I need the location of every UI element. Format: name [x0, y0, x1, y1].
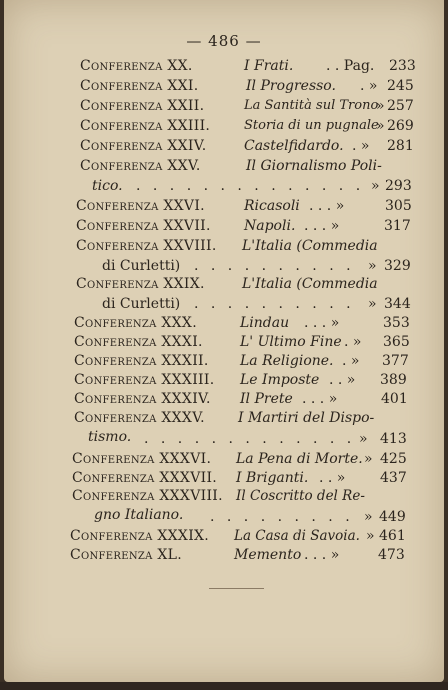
toc-entry-title: I Martiri del Dispo-	[238, 410, 375, 426]
toc-entry-page: 269	[387, 118, 414, 134]
dot-leader: . . . . . . . . .	[210, 509, 354, 525]
toc-entry-title: Castelfidardo.	[244, 138, 344, 154]
toc-entry-page: 449	[379, 509, 406, 525]
toc-entry-conference: Conferenza XXI.	[80, 78, 199, 94]
toc-entry-conference: Conferenza XXVIII.	[76, 238, 217, 254]
toc-entry-leader: . . . »	[309, 198, 345, 214]
toc-entry-title: Il Giornalismo Poli-	[246, 158, 382, 174]
toc-entry-leader: . . . »	[304, 218, 340, 234]
toc-entry-leader: . . . »	[304, 547, 340, 563]
toc-entry-conference: Conferenza XXXII.	[74, 353, 209, 369]
toc-entry-conference: Conferenza XXV.	[80, 158, 201, 174]
toc-entry-title: Il Prete	[240, 391, 293, 407]
closing-rule	[209, 588, 264, 589]
toc-entry-leader: . . »	[319, 470, 346, 486]
toc-entry-page: 377	[382, 353, 409, 369]
toc-entry-leader: »	[364, 509, 373, 525]
toc-entry-leader: »	[359, 431, 368, 447]
toc-entry-conference: Conferenza XXXIII.	[74, 372, 215, 388]
toc-entry-conference: Conferenza XXVI.	[76, 198, 205, 214]
toc-entry-leader: . »	[352, 138, 370, 154]
toc-entry-page: 473	[378, 547, 405, 563]
toc-entry-leader: . »	[360, 78, 378, 94]
toc-entry-conference: Conferenza XL.	[70, 547, 183, 563]
toc-entry-page: 257	[387, 98, 414, 114]
toc-entry-leader: »	[371, 178, 380, 194]
toc-entry-leader: . »	[342, 353, 360, 369]
toc-entry-page: 344	[384, 296, 411, 312]
toc-entry-conference: Conferenza XXVII.	[76, 218, 211, 234]
toc-entry-title: Napoli.	[244, 218, 296, 234]
toc-entry-page: 461	[379, 528, 406, 544]
dot-leader: . . . . . . . . . . . . . .	[136, 178, 365, 194]
toc-entry-conference: Conferenza XXXIV.	[74, 391, 211, 407]
toc-entry-title: La Casa di Savoia.	[234, 528, 360, 544]
toc-entry-title: La Pena di Morte.	[236, 451, 363, 467]
toc-entry-page: 305	[385, 198, 412, 214]
toc-entry-title: Memento	[234, 547, 302, 563]
toc-entry-conference: Conferenza XXIV.	[80, 138, 207, 154]
toc-entry-page: 281	[387, 138, 414, 154]
toc-entry-title-continued: tismo.	[88, 429, 132, 445]
toc-entry-leader: . . . »	[302, 391, 338, 407]
toc-entry-title: L' Ultimo Fine	[240, 334, 342, 350]
toc-entry-leader: . . . »	[304, 315, 340, 331]
book-page	[4, 0, 444, 682]
toc-entry-title: I Frati.	[244, 58, 294, 74]
toc-entry-title-continued: tico.	[92, 178, 123, 194]
toc-entry-conference: Conferenza XXIX.	[76, 276, 205, 292]
toc-entry-title: I Briganti.	[236, 470, 309, 486]
toc-entry-conference: Conferenza XXXVIII.	[72, 488, 223, 504]
toc-entry-page: 437	[380, 470, 407, 486]
toc-entry-conference: Conferenza XXXI.	[74, 334, 203, 350]
toc-entry-page: 317	[384, 218, 411, 234]
toc-entry-leader: »	[376, 98, 385, 114]
toc-entry-conference: Conferenza XXII.	[80, 98, 205, 114]
toc-entry-title: Storia di un pugnale	[244, 118, 379, 133]
toc-entry-leader: »	[364, 451, 373, 467]
toc-entry-page: 329	[384, 258, 411, 274]
toc-entry-title: L'Italia (Commedia	[242, 238, 378, 254]
dot-leader: . . . . . . . . . .	[194, 258, 355, 274]
toc-entry-title: Lindau	[240, 315, 290, 331]
toc-entry-page: 425	[380, 451, 407, 467]
page-edge	[0, 682, 448, 690]
toc-entry-conference: Conferenza XXXV.	[74, 410, 205, 426]
toc-entry-title: Il Progresso.	[246, 78, 336, 94]
toc-entry-title-continued: di Curletti)	[102, 296, 181, 312]
toc-entry-conference: Conferenza XXXVI.	[72, 451, 212, 467]
toc-entry-leader: . . »	[329, 372, 356, 388]
toc-entry-leader: . »	[344, 334, 362, 350]
toc-entry-conference: Conferenza XXXIX.	[70, 528, 210, 544]
toc-entry-page: 389	[380, 372, 407, 388]
toc-entry-page: 413	[380, 431, 407, 447]
toc-entry-page: 353	[383, 315, 410, 331]
toc-entry-leader: »	[376, 118, 385, 134]
toc-entry-title-continued: gno Italiano.	[94, 507, 184, 523]
toc-entry-leader: »	[366, 528, 375, 544]
toc-entry-leader: . . Pag.	[326, 58, 375, 74]
toc-entry-conference: Conferenza XXX.	[74, 315, 197, 331]
toc-entry-title: Ricasoli	[244, 198, 300, 214]
toc-entry-title: Il Coscritto del Re-	[236, 488, 365, 504]
toc-entry-conference: Conferenza XXIII.	[80, 118, 211, 134]
toc-entry-title: La Religione.	[240, 353, 334, 369]
toc-entry-page: 233	[389, 58, 416, 74]
dot-leader: . . . . . . . . . .	[194, 296, 355, 312]
toc-entry-conference: Conferenza XXXVII.	[72, 470, 218, 486]
toc-entry-title: Le Imposte	[240, 372, 320, 388]
toc-entry-title-continued: di Curletti)	[102, 258, 181, 274]
page-number: — 486 —	[186, 32, 262, 50]
toc-entry-title: La Santità sul Trono	[244, 98, 379, 113]
toc-entry-leader: »	[368, 258, 377, 274]
toc-entry-title: L'Italia (Commedia	[242, 276, 378, 292]
toc-entry-page: 293	[385, 178, 412, 194]
toc-entry-page: 365	[383, 334, 410, 350]
toc-entry-leader: »	[368, 296, 377, 312]
toc-entry-conference: Conferenza XX.	[80, 58, 193, 74]
toc-entry-page: 401	[381, 391, 408, 407]
toc-entry-page: 245	[387, 78, 414, 94]
dot-leader: . . . . . . . . . . . . .	[144, 431, 356, 447]
